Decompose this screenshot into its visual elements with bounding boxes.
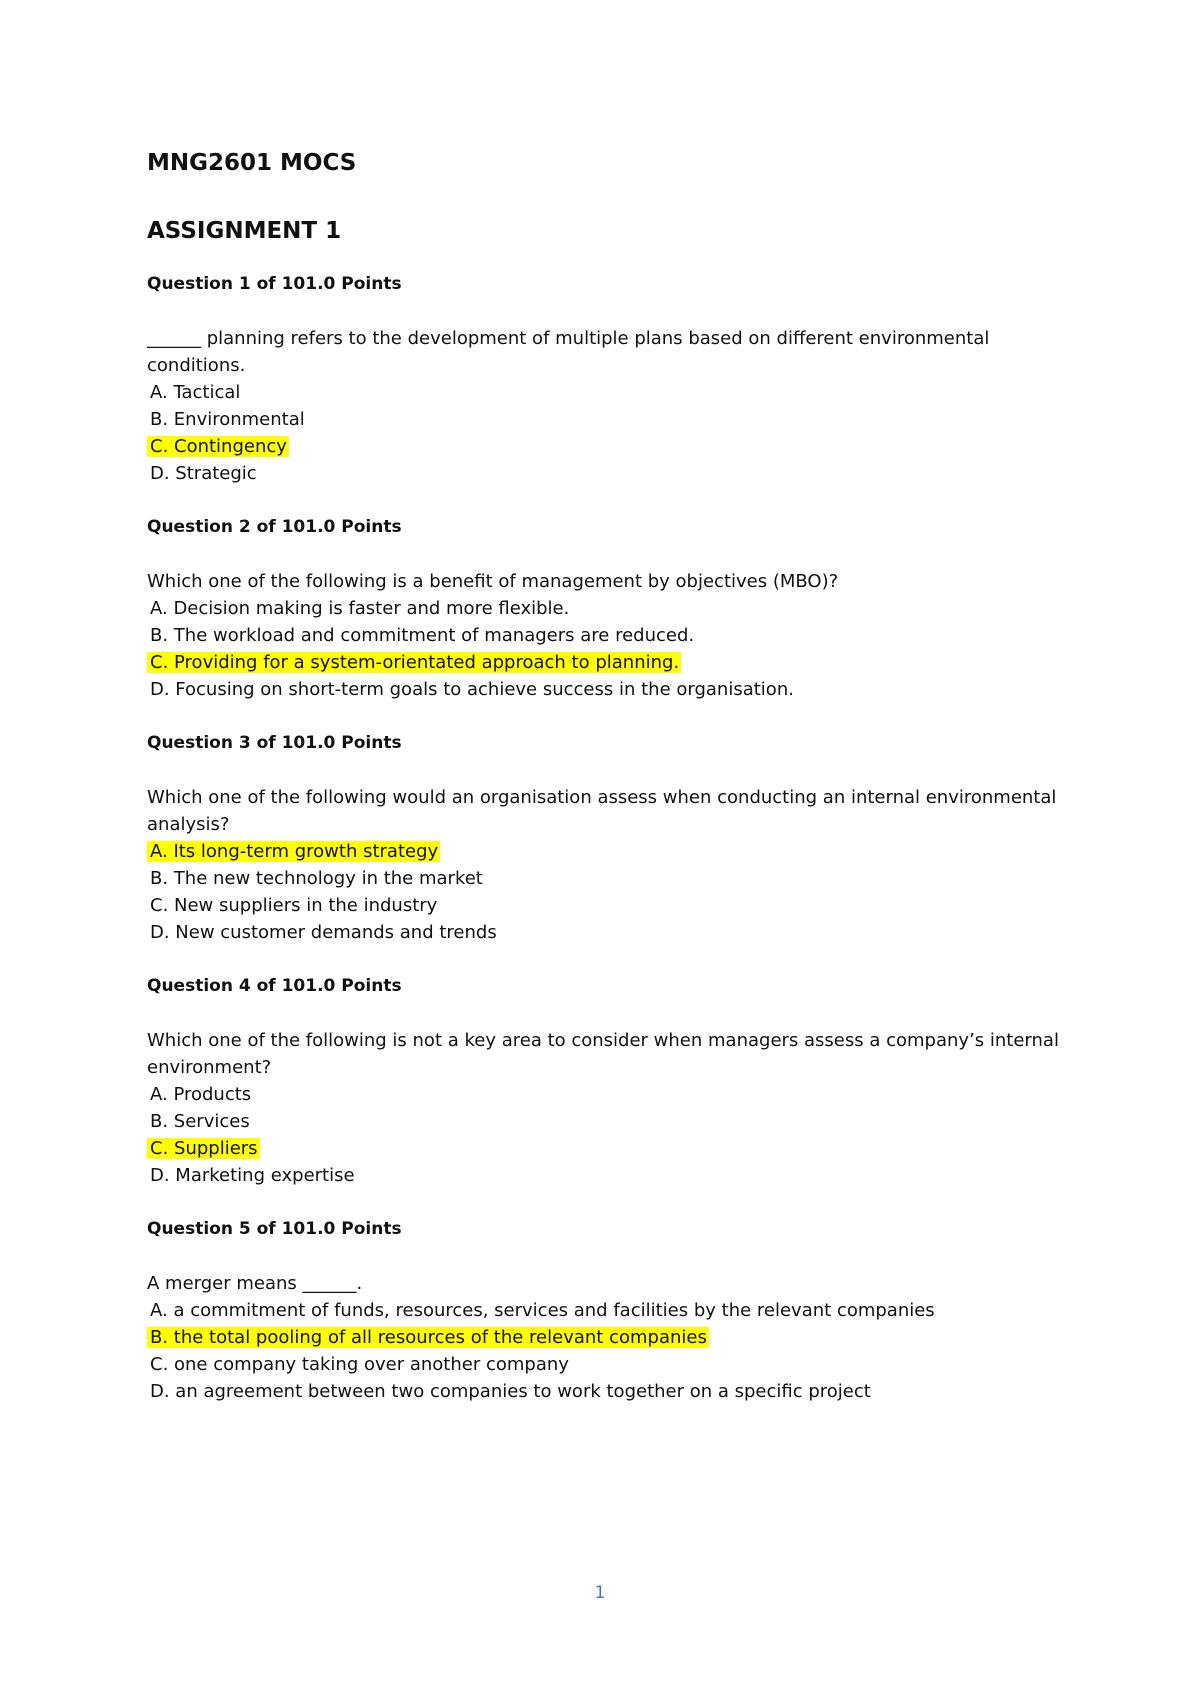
answer-option-c: [147, 1135, 1077, 1162]
answer-option-label: C. one company taking over another company: [150, 1354, 569, 1375]
answer-option-a: [147, 595, 1077, 622]
answer-options: [147, 379, 1077, 487]
answer-option-c: [147, 1351, 1077, 1378]
answer-option-d: [147, 1162, 1077, 1189]
page-number: 1: [594, 1583, 606, 1603]
answer-option-b: [147, 1108, 1077, 1135]
answer-option-b: [147, 865, 1077, 892]
answer-options: [147, 1297, 1077, 1405]
answer-option-label-highlighted: C. Contingency: [147, 436, 289, 457]
answer-option-label: A. Products: [150, 1084, 252, 1105]
question-2: [147, 514, 1077, 703]
question-4: [147, 973, 1077, 1189]
answer-options: [147, 838, 1077, 946]
answer-option-label: A. Tactical: [150, 382, 241, 403]
answer-option-a: [147, 379, 1077, 406]
answer-option-b: [147, 406, 1077, 433]
answer-option-label-highlighted: B. the total pooling of all resources of the relevant companies: [147, 1327, 709, 1348]
question-1: [147, 271, 1077, 487]
question-3: [147, 730, 1077, 946]
answer-option-label: D. Strategic: [150, 463, 257, 484]
question-header: Question 1 of 101.0 Points: [147, 274, 402, 294]
answer-option-label: D. New customer demands and trends: [150, 922, 497, 943]
answer-option-d: [147, 460, 1077, 487]
answer-option-label: B. Services: [150, 1111, 250, 1132]
answer-option-b: [147, 622, 1077, 649]
answer-option-label-highlighted: A. Its long-term growth strategy: [147, 841, 440, 862]
answer-option-label: B. Environmental: [150, 409, 305, 430]
answer-option-label: D. Marketing expertise: [150, 1165, 355, 1186]
answer-options: [147, 1081, 1077, 1189]
question-header: Question 3 of 101.0 Points: [147, 733, 402, 753]
answer-options: [147, 595, 1077, 703]
answer-option-d: [147, 676, 1077, 703]
answer-option-d: [147, 919, 1077, 946]
answer-option-a: [147, 838, 1077, 865]
question-text: Which one of the following is a benefit of management by objectives (MBO)?: [147, 571, 839, 592]
answer-option-label: A. a commitment of funds, resources, services and facilities by the relevant companies: [150, 1300, 935, 1321]
question-text: Which one of the following is not a key area to consider when managers assess a company’s internal environment?: [147, 1030, 1059, 1078]
answer-option-label: A. Decision making is faster and more flexible.: [150, 598, 570, 619]
document-content: [147, 146, 1077, 1405]
answer-option-label: C. New suppliers in the industry: [150, 895, 438, 916]
course-title: MNG2601 MOCS: [147, 150, 357, 176]
question-text: A merger means ______.: [147, 1273, 363, 1294]
question-header: Question 5 of 101.0 Points: [147, 1219, 402, 1239]
answer-option-d: [147, 1378, 1077, 1405]
answer-option-a: [147, 1081, 1077, 1108]
answer-option-label-highlighted: C. Providing for a system-orientated approach to planning.: [147, 652, 681, 673]
answer-option-label-highlighted: C. Suppliers: [147, 1138, 260, 1159]
answer-option-c: [147, 892, 1077, 919]
answer-option-label: B. The workload and commitment of managers are reduced.: [150, 625, 695, 646]
answer-option-b: [147, 1324, 1077, 1351]
question-header: Question 2 of 101.0 Points: [147, 517, 402, 537]
question-header: Question 4 of 101.0 Points: [147, 976, 402, 996]
assignment-title: ASSIGNMENT 1: [147, 218, 342, 244]
question-text: ______ planning refers to the development of multiple plans based on different environmental conditions.: [147, 328, 990, 376]
answer-option-c: [147, 649, 1077, 676]
answer-option-label: D. an agreement between two companies to work together on a specific project: [150, 1381, 871, 1402]
answer-option-c: [147, 433, 1077, 460]
answer-option-label: D. Focusing on short-term goals to achieve success in the organisation.: [150, 679, 794, 700]
question-text: Which one of the following would an organisation assess when conducting an internal environmental analysis?: [147, 787, 1057, 835]
answer-option-label: B. The new technology in the market: [150, 868, 483, 889]
answer-option-a: [147, 1297, 1077, 1324]
question-5: [147, 1216, 1077, 1405]
